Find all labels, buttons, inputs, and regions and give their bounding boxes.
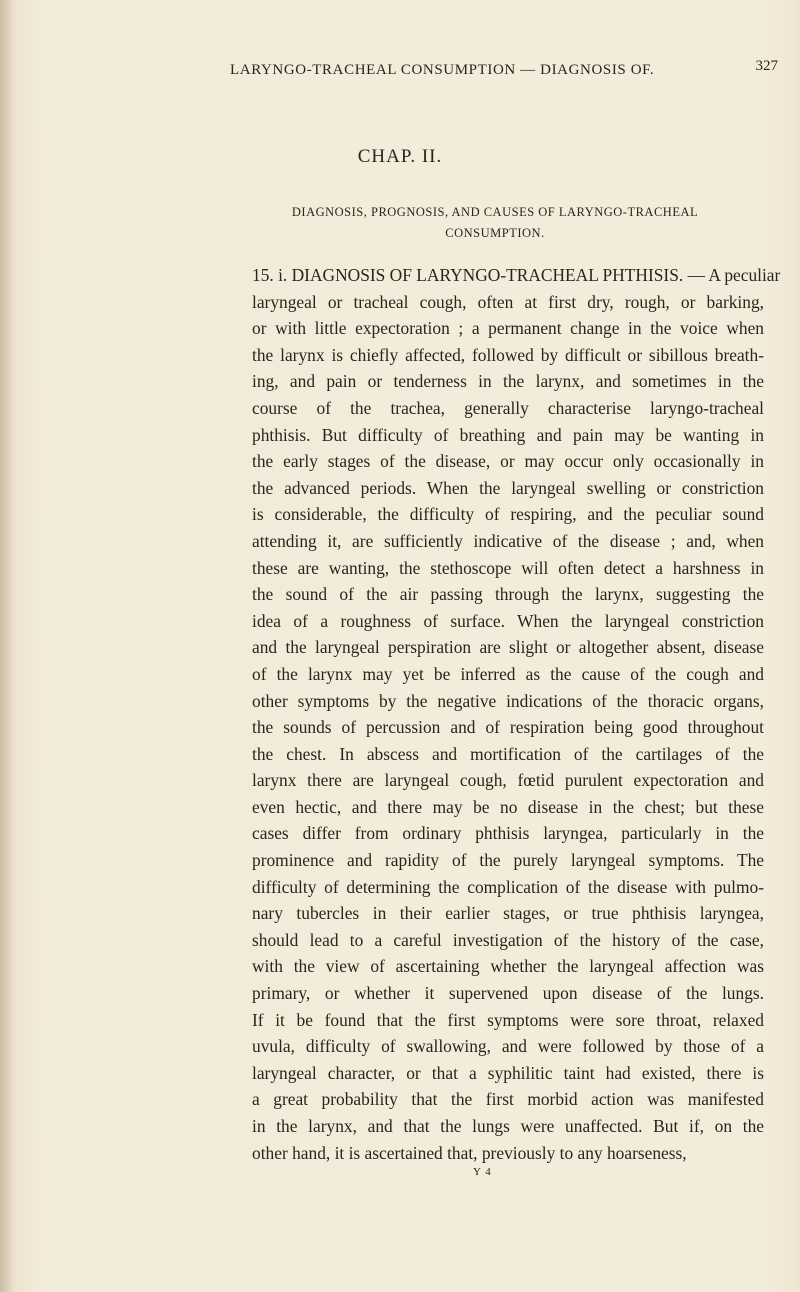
body-line: attending it, are sufficiently indicative of the disease ; and, when <box>252 530 764 551</box>
body-line: should lead to a careful investigation of the history of the case, <box>252 929 764 950</box>
body-line: a great probability that the first morbid action was manifested <box>252 1089 764 1110</box>
body-line: larynx there are laryngeal cough, fœtid purulent expectoration and <box>252 770 764 791</box>
body-line: phthisis. But difficulty of breathing and pain may be wanting in <box>252 424 764 445</box>
body-line: or with little expectoration ; a permanent change in the voice when <box>252 318 764 339</box>
body-line: in the larynx, and that the lungs were unaffected. But if, on the <box>252 1116 764 1136</box>
body-line: If it be found that the first symptoms were sore throat, relaxed <box>252 1009 764 1030</box>
body-line: the sound of the air passing through the larynx, suggesting the <box>252 584 764 605</box>
body-line: the larynx is chiefly affected, followed by difficult or sibillous breath- <box>252 344 764 365</box>
body-line: even hectic, and there may be no disease in the chest; but these <box>252 796 764 817</box>
body-line: is considerable, the difficulty of respiring, and the peculiar sound <box>252 504 764 525</box>
body-line: of the larynx may yet be inferred as the cause of the cough and <box>252 663 764 684</box>
body-line: nary tubercles in their earlier stages, or true phthisis laryngea, <box>252 903 764 924</box>
body-line: primary, or whether it supervened upon disease of the lungs. <box>252 983 764 1004</box>
body-line: and the laryngeal perspiration are slight or altogether absent, disease <box>252 637 764 658</box>
body-line: uvula, difficulty of swallowing, and were followed by those of a <box>252 1036 764 1057</box>
body-line: 15. i. DIAGNOSIS OF LARYNGO-TRACHEAL PHTHISIS. — A peculiar <box>252 265 781 285</box>
body-text <box>252 262 781 1166</box>
body-line: laryngeal or tracheal cough, often at first dry, rough, or barking, <box>252 291 764 312</box>
running-title: LARYNGO-TRACHEAL CONSUMPTION — DIAGNOSIS OF. <box>230 62 655 78</box>
body-line: cases differ from ordinary phthisis laryngea, particularly in the <box>252 823 764 844</box>
page-number: 327 <box>755 58 778 74</box>
body-line: other symptoms by the negative indications of the thoracic organs, <box>252 690 764 711</box>
chapter-subtitle-line: CONSUMPTION. <box>445 226 545 240</box>
body-line: these are wanting, the stethoscope will often detect a harshness in <box>252 557 764 578</box>
running-header <box>230 58 790 82</box>
body-line: course of the trachea, generally characterise laryngo-tracheal <box>252 397 764 418</box>
body-line: prominence and rapidity of the purely laryngeal symptoms. The <box>252 850 764 871</box>
chapter-subtitle <box>190 202 800 244</box>
body-line: difficulty of determining the complication of the disease with pulmo- <box>252 876 764 897</box>
body-line: the chest. In abscess and mortification of the cartilages of the <box>252 743 764 764</box>
body-line: the sounds of percussion and of respiration being good throughout <box>252 717 764 738</box>
page-binding-shadow <box>0 0 14 1292</box>
body-line: ing, and pain or tenderness in the larynx, and sometimes in the <box>252 371 764 392</box>
body-line: the advanced periods. When the laryngeal swelling or constriction <box>252 477 764 498</box>
body-line: idea of a roughness of surface. When the laryngeal constriction <box>252 610 764 631</box>
body-line: the early stages of the disease, or may occur only occasionally in <box>252 451 764 472</box>
chapter-subtitle-line: DIAGNOSIS, PROGNOSIS, AND CAUSES OF LARYNGO-TRACHEAL <box>291 205 699 219</box>
body-line: with the view of ascertaining whether the laryngeal affection was <box>252 956 764 977</box>
chapter-title: CHAP. II. <box>357 146 443 167</box>
signature-mark: Y 4 <box>473 1166 492 1178</box>
body-line: other hand, it is ascertained that, previously to any hoarseness, <box>252 1142 687 1163</box>
body-line: laryngeal character, or that a syphilitic taint had existed, there is <box>252 1062 764 1083</box>
